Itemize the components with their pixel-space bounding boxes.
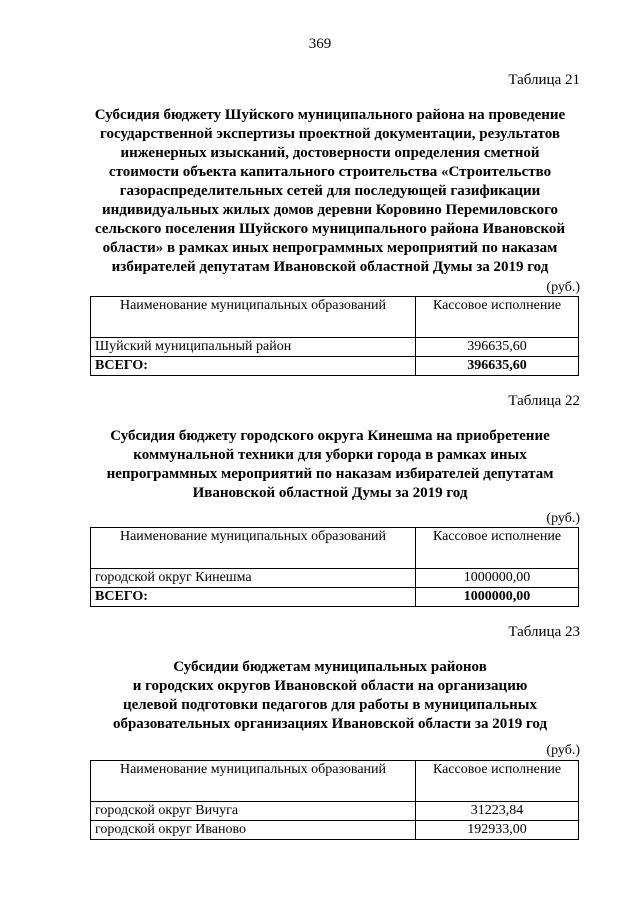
amount-value: 396635,60	[416, 338, 579, 357]
total-row	[91, 357, 579, 376]
column-header-value: Кассовое исполнение	[416, 528, 579, 569]
total-value: 396635,60	[416, 357, 579, 376]
table-23	[90, 760, 579, 840]
heading-line: непрограммных мероприятий по наказам избирателей депутатам	[106, 466, 554, 482]
table-23-unit: (руб.)	[546, 743, 580, 758]
municipality-name: Шуйский муниципальный район	[91, 338, 416, 357]
municipality-name: городской округ Иваново	[91, 821, 416, 840]
table-22-label: Таблица 22	[508, 393, 580, 409]
column-header-name: Наименование муниципальных образований	[91, 528, 416, 569]
table-header-row	[91, 297, 579, 338]
table-row	[91, 802, 579, 821]
column-header-value: Кассовое исполнение	[416, 297, 579, 338]
heading-line: сельского поселения Шуйского муниципального района Ивановской	[94, 221, 566, 237]
heading-line: Субсидия бюджету городского округа Кинешма на приобретение	[110, 428, 550, 444]
heading-line: государственной экспертизы проектной документации, результатов	[100, 126, 560, 142]
table-21-unit: (руб.)	[546, 280, 580, 295]
heading-line: индивидуальных жилых домов деревни Коровино Перемиловского	[101, 202, 559, 218]
heading-line: стоимости объекта капитального строительства «Строительство	[108, 164, 552, 180]
heading-line: инженерных изысканий, достоверности определения сметной	[120, 145, 540, 161]
table-21	[90, 296, 579, 376]
municipality-name: городской округ Кинешма	[91, 569, 416, 588]
table-22-heading	[80, 427, 580, 503]
heading-line: коммунальной техники для уборки города в рамках иных	[133, 447, 527, 463]
amount-value: 31223,84	[416, 802, 579, 821]
amount-value: 1000000,00	[416, 569, 579, 588]
heading-line: целевой подготовки педагогов для работы в муниципальных	[122, 697, 538, 713]
table-row	[91, 338, 579, 357]
heading-line: образовательных организациях Ивановской области за 2019 год	[112, 716, 548, 732]
column-header-name: Наименование муниципальных образований	[91, 761, 416, 802]
table-23-label: Таблица 23	[508, 624, 580, 640]
table-header-row	[91, 761, 579, 802]
total-label: ВСЕГО:	[91, 588, 416, 607]
total-value: 1000000,00	[416, 588, 579, 607]
amount-value: 192933,00	[416, 821, 579, 840]
total-label: ВСЕГО:	[91, 357, 416, 376]
heading-line: Ивановской областной Думы за 2019 год	[192, 485, 468, 501]
heading-line: избирателей депутатам Ивановской областной Думы за 2019 год	[111, 259, 549, 275]
heading-line: и городских округов Ивановской области на организацию	[132, 678, 528, 694]
table-23-heading	[80, 658, 580, 734]
heading-line: Субсидия бюджету Шуйского муниципального района на проведение	[94, 107, 566, 123]
page-number: 369	[308, 36, 332, 52]
total-row	[91, 588, 579, 607]
column-header-value: Кассовое исполнение	[416, 761, 579, 802]
table-row	[91, 821, 579, 840]
table-22	[90, 527, 579, 607]
heading-line: газораспределительных сетей для последующей газификации	[119, 183, 541, 199]
heading-line: области» в рамках иных непрограммных мероприятий по наказам	[102, 240, 558, 256]
table-header-row	[91, 528, 579, 569]
heading-line: Субсидии бюджетам муниципальных районов	[173, 659, 487, 675]
table-21-heading	[80, 106, 580, 277]
column-header-name: Наименование муниципальных образований	[91, 297, 416, 338]
table-21-label: Таблица 21	[508, 72, 580, 88]
table-row	[91, 569, 579, 588]
municipality-name: городской округ Вичуга	[91, 802, 416, 821]
table-22-unit: (руб.)	[546, 511, 580, 526]
